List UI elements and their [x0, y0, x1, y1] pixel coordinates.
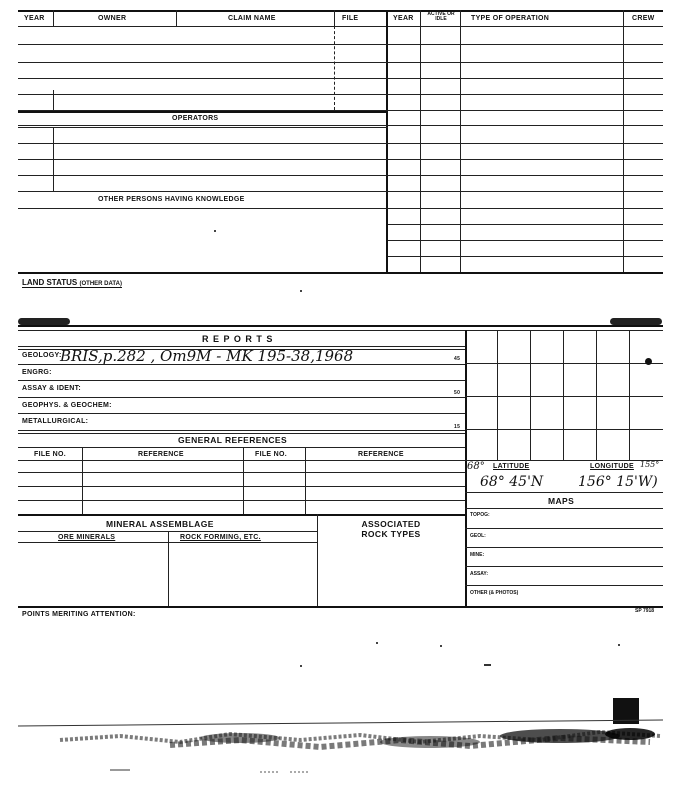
points-meriting-attention-label: POINTS MERITING ATTENTION:: [22, 611, 136, 618]
longitude-label: LONGITUDE: [590, 463, 634, 470]
latitude-value: 68° 45'N: [480, 474, 544, 490]
associated-rock-types-heading: ASSOCIATED ROCK TYPES: [361, 519, 421, 539]
operators-heading: OPERATORS: [172, 115, 219, 122]
grid-marker: [645, 358, 652, 365]
mineral-assemblage-heading: MINERAL ASSEMBLAGE: [106, 519, 214, 529]
geology-label: GEOLOGY:: [22, 352, 62, 359]
geophys-geochem-label: GEOPHYS. & GEOCHEM:: [22, 402, 112, 409]
header-type-of-operation: TYPE OF OPERATION: [471, 15, 550, 22]
form-number: SP 7918: [635, 608, 655, 614]
other-persons-heading: OTHER PERSONS HAVING KNOWLEDGE: [98, 196, 245, 203]
scan-speck: [214, 230, 216, 232]
col-reference-2: REFERENCE: [358, 451, 404, 458]
col-reference: REFERENCE: [138, 451, 184, 458]
maps-heading: MAPS: [548, 496, 575, 506]
lon-suffix: 155°: [640, 460, 660, 469]
lat-prefix: 68°: [467, 461, 485, 472]
header-year: YEAR: [24, 15, 45, 22]
margin-number-2: 50: [454, 390, 461, 396]
scan-dash: [484, 664, 491, 666]
land-status-sublabel: (OTHER DATA): [79, 281, 122, 287]
reports-heading: R E P O R T S: [202, 334, 274, 344]
scan-speck: [376, 642, 378, 644]
ore-minerals-heading: ORE MINERALS: [58, 534, 116, 541]
latitude-label: LATITUDE: [493, 463, 530, 470]
margin-number-3: 15: [454, 424, 461, 430]
geology-value: BRIS,p.282 , Om9M - MK 195-38,1968: [60, 347, 354, 365]
land-status-label: LAND STATUS: [22, 278, 78, 287]
maps-row-assay: ASSAY:: [470, 571, 489, 577]
binder-mark-left: [18, 318, 70, 325]
rock-forming-heading: ROCK FORMING, ETC.: [180, 534, 261, 541]
general-references-heading: GENERAL REFERENCES: [178, 435, 288, 445]
header-file: FILE: [342, 15, 359, 22]
header-owner: OWNER: [98, 15, 127, 22]
metallurgical-label: METALLURGICAL:: [22, 418, 89, 425]
header-claim-name: CLAIM NAME: [228, 15, 276, 22]
header-crew: CREW: [632, 15, 655, 22]
maps-row-other: OTHER (& PHOTOS): [470, 590, 519, 596]
maps-row-geol: GEOL:: [470, 533, 486, 539]
scan-speck: [300, 290, 302, 292]
header-year-2: YEAR: [393, 15, 414, 22]
margin-number-1: 45: [454, 356, 461, 362]
maps-row-topog: TOPOG:: [470, 512, 490, 518]
col-file-no-2: FILE NO.: [255, 451, 287, 458]
longitude-value: 156° 15'W): [578, 474, 658, 490]
scan-smudge-band: [0, 690, 678, 800]
header-active-or-idle: ACTIVE OR IDLE: [427, 11, 455, 22]
scan-speck: [440, 645, 442, 647]
col-file-no: FILE NO.: [34, 451, 66, 458]
binder-mark-right: [610, 318, 662, 325]
maps-row-mine: MINE:: [470, 552, 485, 558]
scan-speck: [300, 665, 302, 667]
engrg-label: ENGRG:: [22, 369, 52, 376]
scan-speck: [618, 644, 620, 646]
assay-ident-label: ASSAY & IDENT:: [22, 385, 82, 392]
